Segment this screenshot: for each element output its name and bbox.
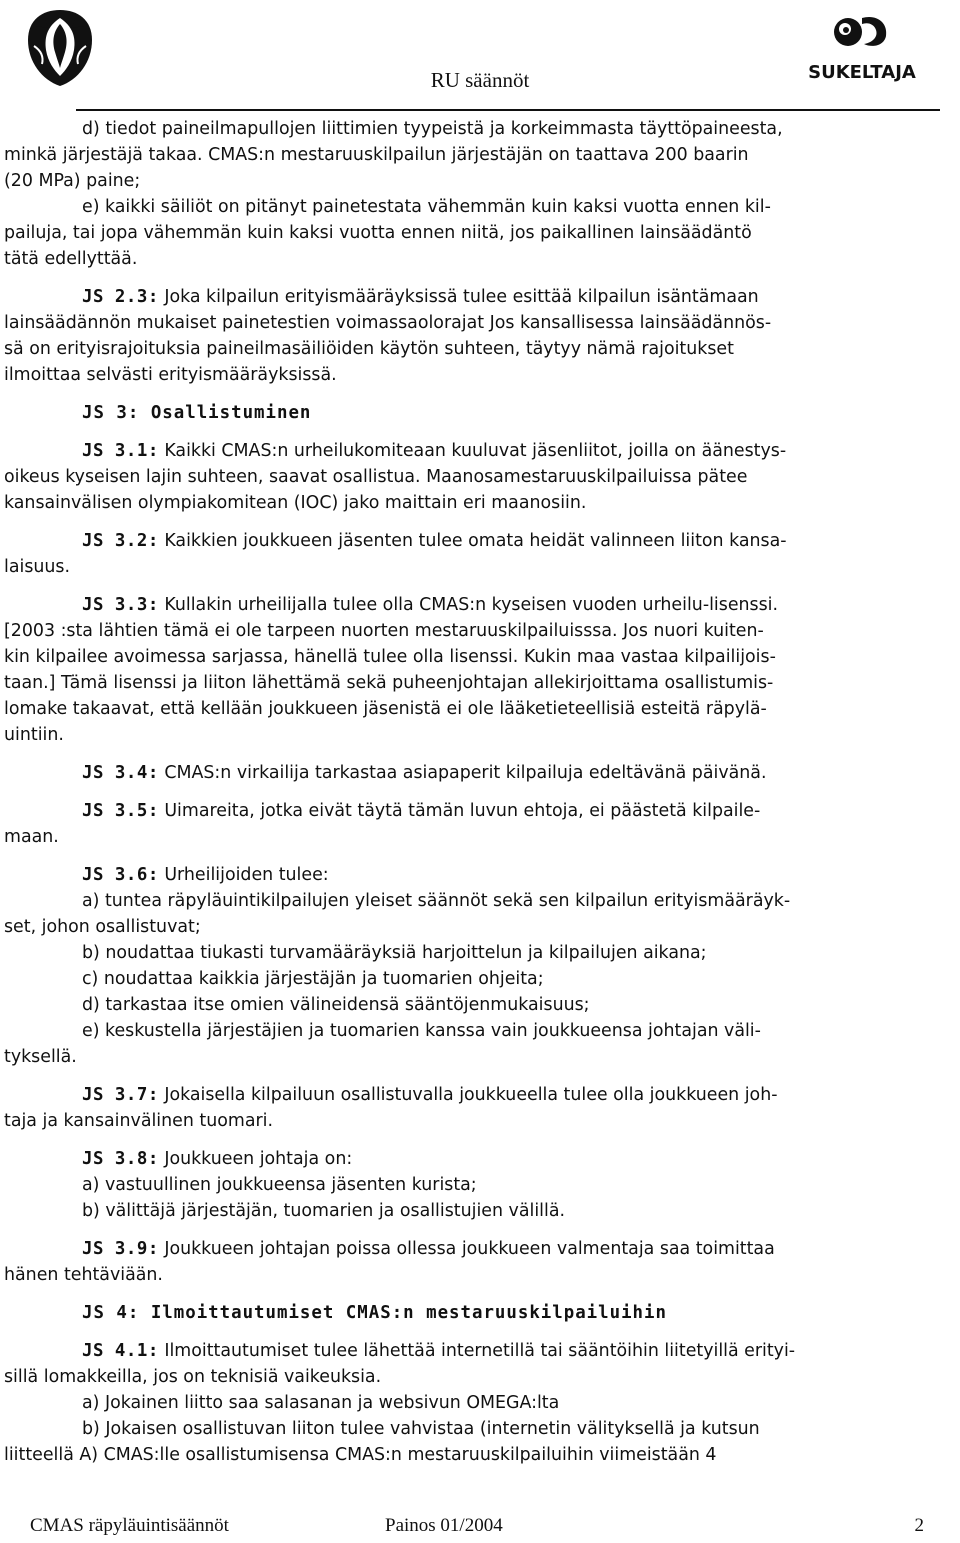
rule-label: JS 2.3: — [82, 287, 159, 307]
rule-js-3-4 — [4, 760, 956, 786]
rule-text: Kaikki CMAS:n urheilukomiteaan kuuluvat jäsenliitot, joilla on äänestys- — [158, 441, 787, 461]
rule-text: Uimareita, jotka eivät täytä tämän luvun ehtoja, ei päästetä kilpaile- — [158, 801, 761, 821]
section-heading-js-4: JS 4: Ilmoittautumiset CMAS:n mestaruuskilpailuihin — [82, 1303, 667, 1323]
rule-text: Ilmoittautumiset tulee lähettää internetillä tai sääntöihin liitetyillä erityi- — [158, 1341, 796, 1361]
text-line: ilmoittaa selvästi erityismääräyksissä. — [4, 365, 337, 385]
rule-label: JS 3.4: — [82, 763, 159, 783]
rule-label: JS 3.5: — [82, 801, 159, 821]
text-line: sillä lomakkeilla, jos on teknisiä vaikeuksia. — [4, 1367, 382, 1387]
text-line: tätä edellyttää. — [4, 249, 138, 269]
text-line: minkä järjestäjä takaa. CMAS:n mestaruuskilpailun järjestäjän on taattava 200 baarin — [4, 145, 749, 165]
text-line: lomake takaavat, että kellään joukkueen jäsenistä ei ole lääketieteellisiä esteitä räpylä- — [4, 699, 767, 719]
list-item: a) tuntea räpyläuintikilpailujen yleiset säännöt sekä sen kilpailun erityismääräyk- — [82, 891, 791, 911]
text-line: pailuja, tai jopa vähemmän kuin kaksi vuotta ennen niitä, jos paikallinen lainsäädäntö — [4, 223, 752, 243]
rule-text: Jokaisella kilpailuun osallistuvalla joukkueella tulee olla joukkueen joh- — [158, 1085, 778, 1105]
footer-edition: Painos 01/2004 — [385, 1515, 503, 1536]
text-line: lainsäädännön mukaiset painetestien voimassaolorajat Jos kansallisessa lainsäädännös- — [4, 313, 772, 333]
footer-page-number: 2 — [914, 1515, 924, 1536]
text-line: taan.] Tämä lisenssi ja liiton lähettämä sekä puheenjohtajan allekirjoittama osallistumis- — [4, 673, 774, 693]
text-line: uintiin. — [4, 725, 64, 745]
rule-label: JS 3.2: — [82, 531, 159, 551]
list-item: a) Jokainen liitto saa salasanan ja websivun OMEGA:lta — [82, 1393, 560, 1413]
header-divider — [76, 109, 940, 111]
list-item: e) keskustella järjestäjien ja tuomarien kanssa vain joukkueensa johtajan väli- — [82, 1021, 761, 1041]
rule-label: JS 3.3: — [82, 595, 159, 615]
rule-js-3-9 — [4, 1236, 956, 1262]
text-line: sä on erityisrajoituksia paineilmasäiliöiden käytön suhteen, täytyy nämä rajoitukset — [4, 339, 734, 359]
rule-label: JS 3.9: — [82, 1239, 159, 1259]
rule-js-3-8 — [4, 1146, 956, 1172]
rule-js-3-7 — [4, 1082, 956, 1108]
list-item: b) noudattaa tiukasti turvamääräyksiä harjoittelun ja kilpailujen aikana; — [82, 943, 707, 963]
rule-label: JS 4.1: — [82, 1341, 159, 1361]
text-line: kansainvälisen olympiakomitean (IOC) jako maittain eri maanosiin. — [4, 493, 587, 513]
rule-label: JS 3.1: — [82, 441, 159, 461]
rule-label: JS 3.6: — [82, 865, 159, 885]
document-body — [4, 116, 956, 1468]
list-item: a) vastuullinen joukkueensa jäsenten kurista; — [82, 1175, 477, 1195]
rule-js-3-6 — [4, 862, 956, 888]
text-line: laisuus. — [4, 557, 71, 577]
rule-text: Kullakin urheilijalla tulee olla CMAS:n kyseisen vuoden urheilu-lisenssi. — [158, 595, 779, 615]
rule-text: Joka kilpailun erityismääräyksissä tulee esittää kilpailun isäntämaan — [158, 287, 759, 307]
header-title: RU säännöt — [430, 68, 530, 92]
rule-text: Joukkueen johtaja on: — [158, 1149, 353, 1169]
list-item: b) Jokaisen osallistuvan liiton tulee vahvistaa (internetin välityksellä ja kutsun — [82, 1419, 760, 1439]
text-line: maan. — [4, 827, 59, 847]
text-line: tyksellä. — [4, 1047, 77, 1067]
text-line: (20 MPa) paine; — [4, 171, 141, 191]
rule-text: Kaikkien joukkueen jäsenten tulee omata heidät valinneen liiton kansa- — [158, 531, 787, 551]
footer-document-title: CMAS räpyläuintisäännöt — [30, 1515, 229, 1536]
list-item: c) noudattaa kaikkia järjestäjän ja tuomarien ohjeita; — [82, 969, 544, 989]
section-heading-js-3: JS 3: Osallistuminen — [82, 403, 312, 423]
text-line: [2003 :sta lähtien tämä ei ole tarpeen nuorten mestaruuskilpailuisssa. Jos nuori kuiten- — [4, 621, 764, 641]
rule-label: JS 3.8: — [82, 1149, 159, 1169]
text-line: liitteellä A) CMAS:lle osallistumisensa CMAS:n mestaruuskilpailuihin viimeistään 4 — [4, 1445, 717, 1465]
text-line: hänen tehtäviään. — [4, 1265, 163, 1285]
text-line: oikeus kyseisen lajin suhteen, saavat osallistua. Maanosamestaruuskilpailuissa pätee — [4, 467, 748, 487]
rule-label: JS 3.7: — [82, 1085, 159, 1105]
text-line: taja ja kansainvälinen tuomari. — [4, 1111, 273, 1131]
list-item: b) välittäjä järjestäjän, tuomarien ja osallistujien välillä. — [82, 1201, 565, 1221]
text-line: kin kilpailee avoimessa sarjassa, hänellä tulee olla lisenssi. Kukin maa vastaa kilpailijois- — [4, 647, 776, 667]
rule-js-4-1 — [4, 1338, 956, 1364]
text-line: e) kaikki säiliöt on pitänyt painetestata vähemmän kuin kaksi vuotta ennen kil- — [82, 197, 771, 217]
list-item: d) tarkastaa itse omien välineidensä sääntöjenmukaisuus; — [82, 995, 590, 1015]
rule-js-3-3 — [4, 592, 956, 618]
rule-js-3-1 — [4, 438, 956, 464]
rule-text: Urheilijoiden tulee: — [158, 865, 329, 885]
text-line: set, johon osallistuvat; — [4, 917, 201, 937]
text-line: d) tiedot paineilmapullojen liittimien tyypeistä ja korkeimmasta täyttöpaineesta, — [82, 119, 783, 139]
rule-js-3-2 — [4, 528, 956, 554]
rule-text: CMAS:n virkailija tarkastaa asiapaperit kilpailuja edeltävänä päivänä. — [158, 763, 767, 783]
rule-js-3-5 — [4, 798, 956, 824]
rule-text: Joukkueen johtajan poissa ollessa joukkueen valmentaja saa toimittaa — [158, 1239, 775, 1259]
rule-js-2-3 — [4, 284, 956, 310]
logo-wordmark: SUKELTAJA — [808, 62, 916, 83]
